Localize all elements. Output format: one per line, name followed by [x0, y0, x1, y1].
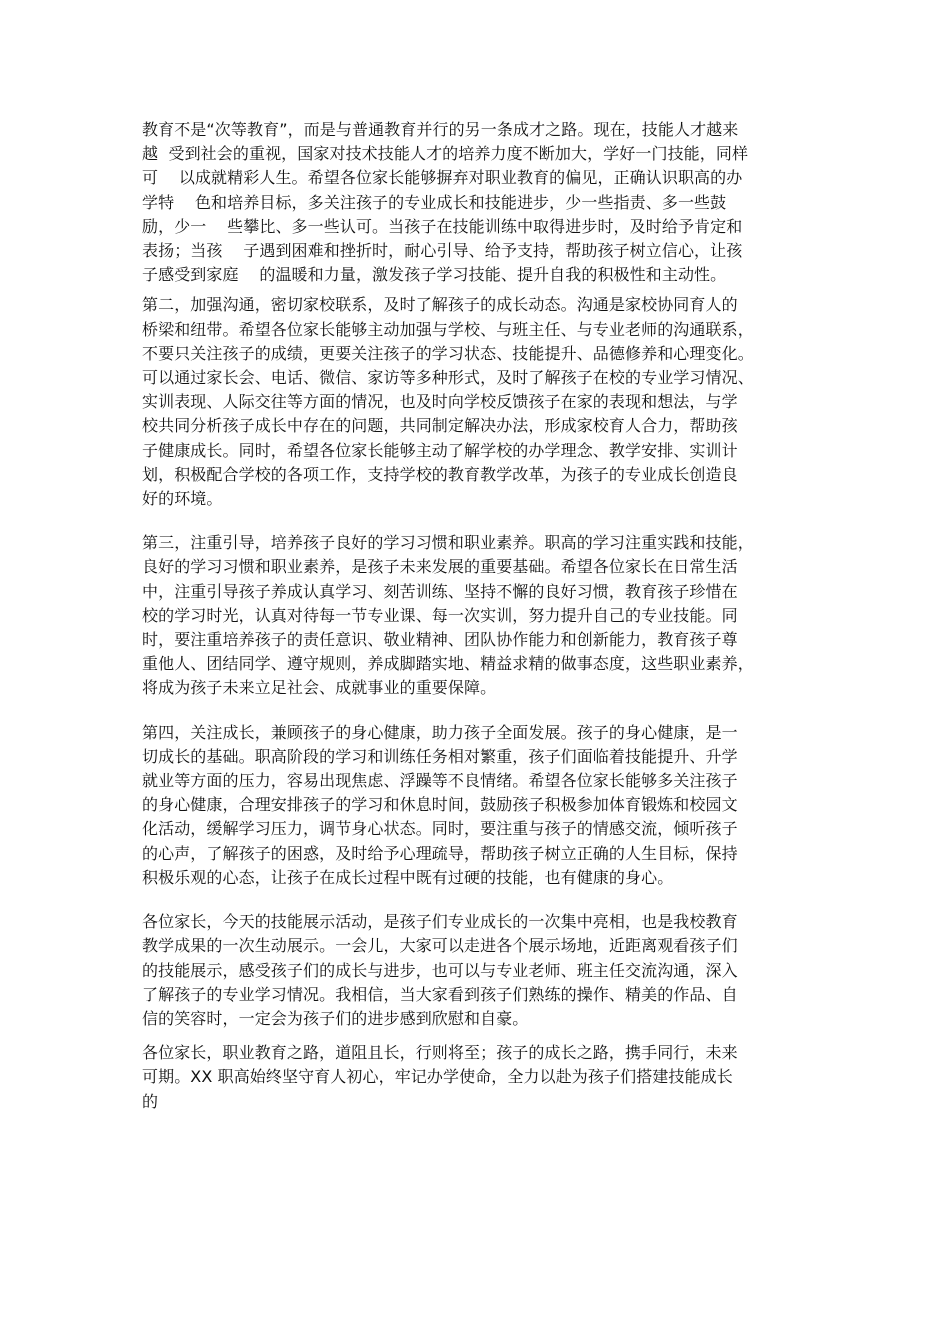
text-line: 时，要注重培养孩子的责任意识、敬业精神、团队协作能力和创新能力，教育孩子尊	[142, 630, 738, 650]
text-line: 好的环境。	[142, 489, 223, 509]
text-line: 的心声，了解孩子的困惑，及时给予心理疏导，帮助孩子树立正确的人生目标，保持	[142, 843, 738, 863]
text-line: 校共同分析孩子成长中存在的问题，共同制定解决办法，形成家校育人合力，帮助孩	[142, 416, 738, 436]
text-line: 各位家长，职业教育之路，道阻且长，行则将至；孩子的成长之路，携手同行，未来	[142, 1043, 738, 1063]
text-line: 了解孩子的专业学习情况。我相信，当大家看到孩子们熟练的操作、精美的作品、自	[142, 984, 738, 1004]
text-line: 切成长的基础。职高阶段的学习和训练任务相对繁重，孩子们面临着技能提升、升学	[142, 746, 738, 766]
text-line: 第三，注重引导，培养孩子良好的学习习惯和职业素养。职高的学习注重实践和技能，	[142, 533, 754, 553]
text-line: 可 以成就精彩人生。希望各位家长能够摒弃对职业教育的偏见，正确认识职高的办	[142, 168, 743, 188]
text-line: 化活动，缓解学习压力，调节身心状态。同时，要注重与孩子的情感交流，倾听孩子	[142, 819, 738, 839]
text-line: 良好的学习习惯和职业素养，是孩子未来发展的重要基础。希望各位家长在日常生活	[142, 557, 738, 577]
text-line: 可以通过家长会、电话、微信、家访等多种形式，及时了解孩子在校的专业学习情况、	[142, 368, 754, 388]
text-line: 信的笑容时，一定会为孩子们的进步感到欣慰和自豪。	[142, 1008, 529, 1028]
text-line: 中，注重引导孩子养成认真学习、刻苦训练、坚持不懈的良好习惯，教育孩子珍惜在	[142, 581, 738, 601]
text-line: 积极乐观的心态，让孩子在成长过程中既有过硬的技能，也有健康的身心。	[142, 867, 674, 887]
text-line: 子感受到家庭 的温暖和力量，激发孩子学习技能、提升自我的积极性和主动性。	[142, 265, 727, 285]
text-line: 的	[142, 1091, 159, 1111]
text-line: 实训表现、人际交往等方面的情况，也及时向学校反馈孩子在家的表现和想法，与学	[142, 392, 738, 412]
text-line: 可期。XX 职高始终坚守育人初心，牢记办学使命，全力以赴为孩子们搭建技能成长	[142, 1067, 733, 1087]
text-line: 的技能展示，感受孩子们的成长与进步，也可以与专业老师、班主任交流沟通，深入	[142, 960, 738, 980]
text-line: 的身心健康，合理安排孩子的学习和休息时间，鼓励孩子积极参加体育锻炼和校园文	[142, 795, 738, 815]
paragraph-third-guidance	[142, 531, 817, 700]
text-line: 桥梁和纽带。希望各位家长能够主动加强与学校、与班主任、与专业老师的沟通联系，	[142, 319, 754, 339]
text-line: 第四，关注成长，兼顾孩子的身心健康，助力孩子全面发展。孩子的身心健康，是一	[142, 722, 738, 742]
text-line: 划，积极配合学校的各项工作，支持学校的教育教学改革，为孩子的专业成长创造良	[142, 464, 738, 484]
paragraph-second-communication	[142, 293, 817, 511]
paragraph-vocational-education-value	[142, 118, 817, 287]
document-body	[142, 118, 817, 1114]
text-line: 越 受到社会的重视，国家对技术技能人才的培养力度不断加大，学好一门技能，同样	[142, 144, 749, 164]
text-line: 重他人、团结同学、遵守规则，养成脚踏实地、精益求精的做事态度，这些职业素养，	[142, 654, 754, 674]
text-line: 第二，加强沟通，密切家校联系，及时了解孩子的成长动态。沟通是家校协同育人的	[142, 295, 738, 315]
paragraph-closing	[142, 1041, 817, 1114]
text-line: 各位家长，今天的技能展示活动，是孩子们专业成长的一次集中亮相，也是我校教育	[142, 912, 738, 932]
text-line: 表扬；当孩 子遇到困难和挫折时，耐心引导、给予支持，帮助孩子树立信心，让孩	[142, 241, 743, 261]
paragraph-skills-showcase	[142, 910, 817, 1031]
text-line: 学特 色和培养目标，多关注孩子的专业成长和技能进步，少一些指责、多一些鼓	[142, 192, 727, 212]
text-line: 子健康成长。同时，希望各位家长能够主动了解学校的办学理念、教学安排、实训计	[142, 440, 738, 460]
text-line: 教学成果的一次生动展示。一会儿，大家可以走进各个展示场地，近距离观看孩子们	[142, 936, 738, 956]
text-line: 将成为孩子未来立足社会、成就事业的重要保障。	[142, 678, 497, 698]
text-line: 励，少一 些攀比、多一些认可。当孩子在技能训练中取得进步时，及时给予肯定和	[142, 216, 743, 236]
text-line: 教育不是“次等教育”，而是与普通教育并行的另一条成才之路。现在，技能人才越来	[142, 120, 739, 139]
text-line: 不要只关注孩子的成绩，更要关注孩子的学习状态、技能提升、品德修养和心理变化。	[142, 343, 754, 363]
text-line: 校的学习时光，认真对待每一节专业课、每一次实训，努力提升自己的专业技能。同	[142, 605, 738, 625]
paragraph-fourth-health	[142, 721, 817, 890]
text-line: 就业等方面的压力，容易出现焦虑、浮躁等不良情绪。希望各位家长能够多关注孩子	[142, 771, 738, 791]
